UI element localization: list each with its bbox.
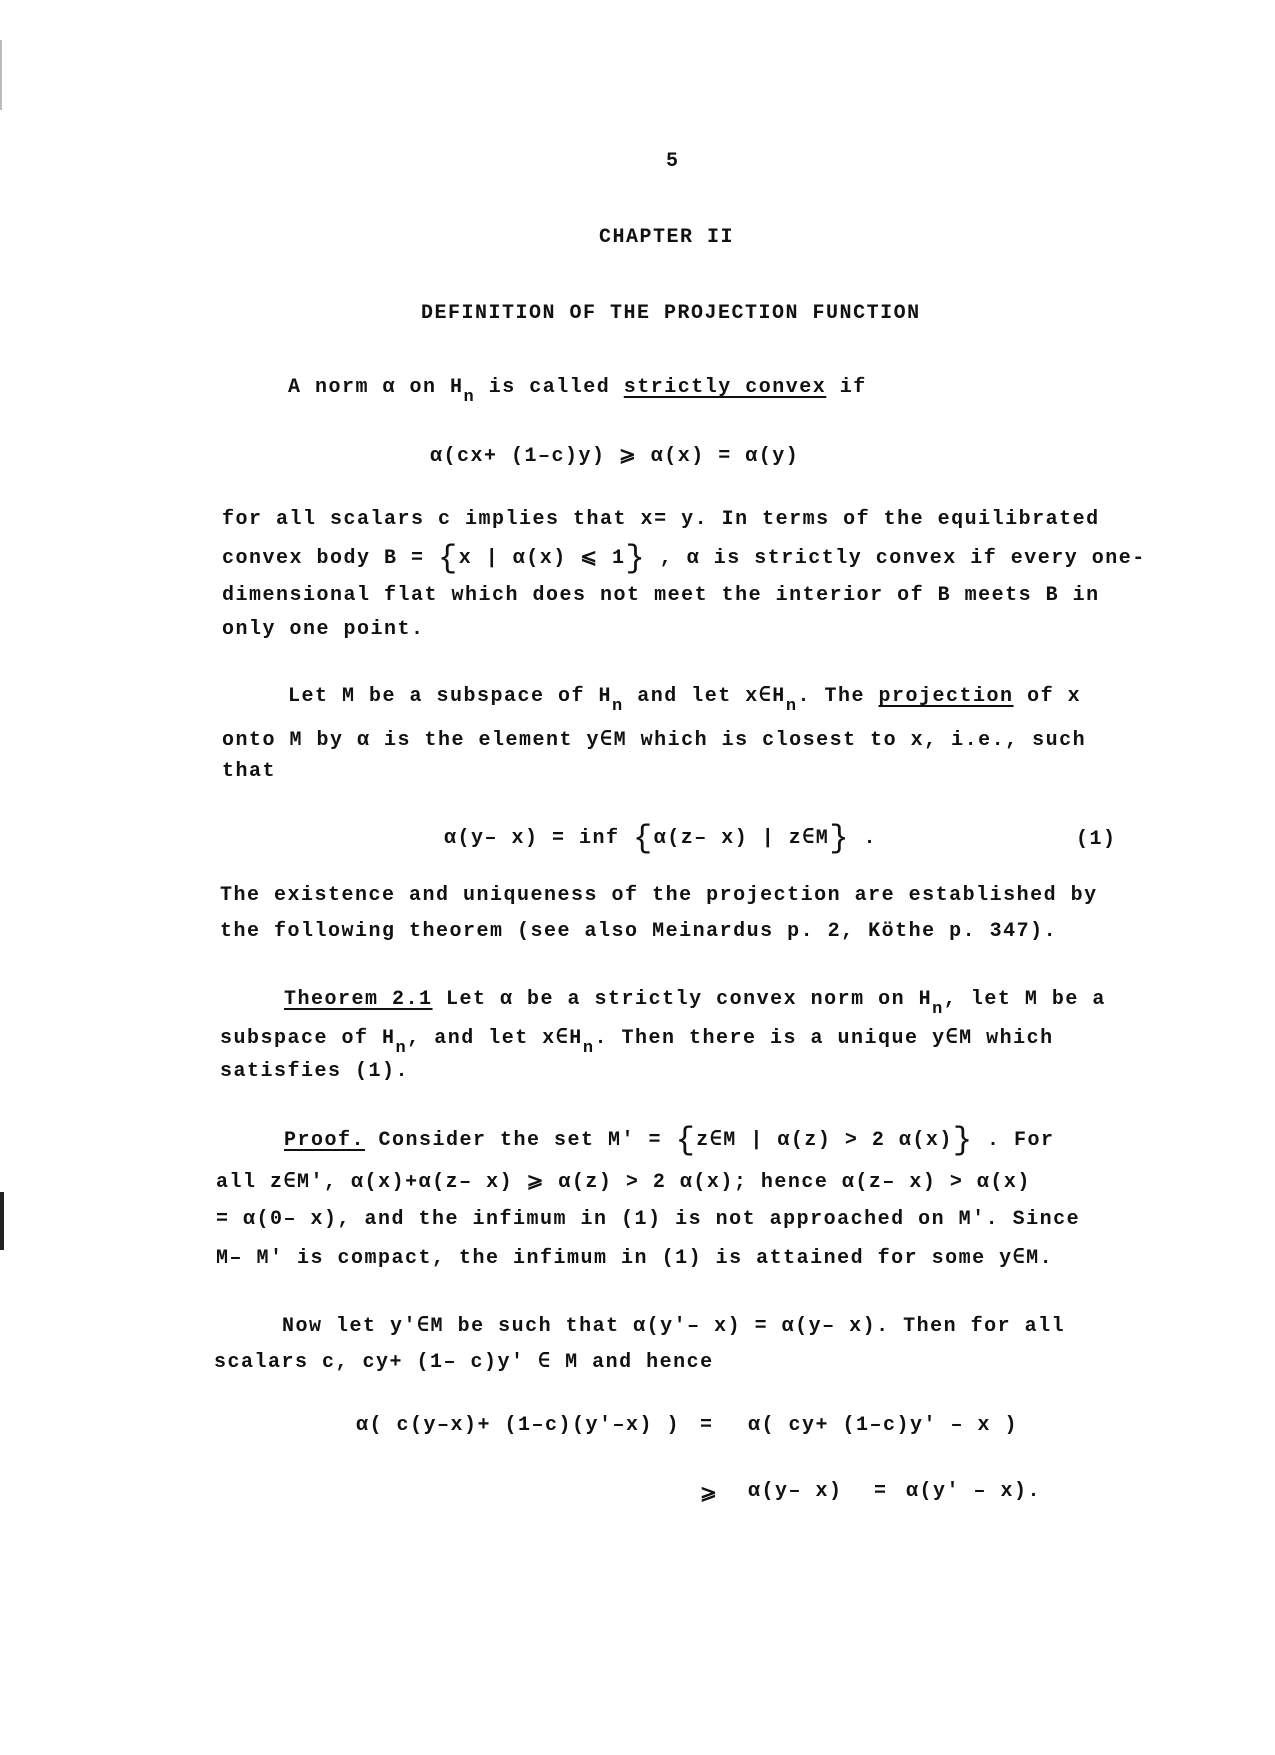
equation-1: α(y– x) = inf {α(z– x) | z∈M} . bbox=[444, 820, 878, 857]
paragraph-line: Let M be a subspace of $H_n$ and let $x\in H_n$. The projection of x bbox=[288, 685, 1082, 716]
term-projection: projection bbox=[878, 685, 1014, 708]
paragraph-line: Now let y'∈M be such that α(y'– x) = α(y– x). Then for all bbox=[282, 1315, 1066, 1338]
proof-line: all z∈M', α(x)+α(z– x) ⩾ α(z) > 2 α(x); hence α(z– x) > α(x) bbox=[216, 1171, 1031, 1194]
proof-line: M– M' is compact, the infimum in (1) is attained for some y∈M. bbox=[216, 1247, 1054, 1270]
paragraph-line: that bbox=[222, 760, 277, 783]
paragraph-line: The existence and uniqueness of the projection are established by bbox=[220, 884, 1098, 907]
theorem-line: Theorem 2.1 Let α be a strictly convex norm on $H_n$, let M be a bbox=[284, 988, 1106, 1019]
scan-edge-mark bbox=[0, 40, 2, 110]
proof-label: Proof. bbox=[284, 1129, 366, 1152]
equation-number: (1) bbox=[1076, 828, 1117, 851]
paragraph-line: the following theorem (see also Meinardus p. 2, Köthe p. 347). bbox=[220, 920, 1058, 943]
theorem-label: Theorem 2.1 bbox=[284, 988, 433, 1011]
equation-convex: α(cx+ (1–c)y) ⩾ α(x) = α(y) bbox=[430, 445, 800, 468]
chapter-heading: CHAPTER II bbox=[599, 226, 735, 249]
paragraph-line: for all scalars c implies that x= y. In terms of the equilibrated bbox=[222, 508, 1100, 531]
page-number: 5 bbox=[666, 150, 680, 173]
paragraph-line: dimensional flat which does not meet the interior of B meets B in bbox=[222, 584, 1100, 607]
equation-final-rhs2: α(y– x) bbox=[748, 1480, 843, 1503]
proof-line: Proof. Consider the set M' = {z∈M | α(z) > 2 α(x)} . For bbox=[284, 1122, 1055, 1159]
equation-final-ge: ⩾ bbox=[700, 1483, 719, 1506]
paragraph-line: scalars c, cy+ (1– c)y' ∈ M and hence bbox=[214, 1351, 714, 1374]
theorem-line: satisfies (1). bbox=[220, 1060, 410, 1083]
paragraph-line: only one point. bbox=[222, 618, 425, 641]
section-title: DEFINITION OF THE PROJECTION FUNCTION bbox=[421, 302, 921, 325]
term-strictly-convex: strictly convex bbox=[623, 376, 827, 399]
equation-final-lhs: α( c(y–x)+ (1–c)(y'–x) ) bbox=[356, 1414, 681, 1437]
scan-edge-mark bbox=[0, 1192, 4, 1250]
equation-final-eq: = bbox=[700, 1414, 714, 1437]
theorem-line: subspace of $H_n$, and let $x\in H_n$. Then there is a unique y∈M which bbox=[220, 1027, 1054, 1058]
equation-final-rhs3: α(y' – x). bbox=[906, 1480, 1042, 1503]
paragraph-line: convex body B = {x | α(x) ⩽ 1} , α is strictly convex if every one- bbox=[222, 540, 1146, 577]
equation-final-rhs: α( cy+ (1–c)y' – x ) bbox=[748, 1414, 1019, 1437]
paragraph-definition: A norm α on $H_n$ is called strictly convex if bbox=[288, 376, 867, 407]
proof-line: = α(0– x), and the infimum in (1) is not approached on M'. Since bbox=[216, 1208, 1081, 1231]
equation-final-eq2: = bbox=[874, 1480, 888, 1503]
paragraph-line: onto M by α is the element y∈M which is closest to x, i.e., such bbox=[222, 729, 1087, 752]
